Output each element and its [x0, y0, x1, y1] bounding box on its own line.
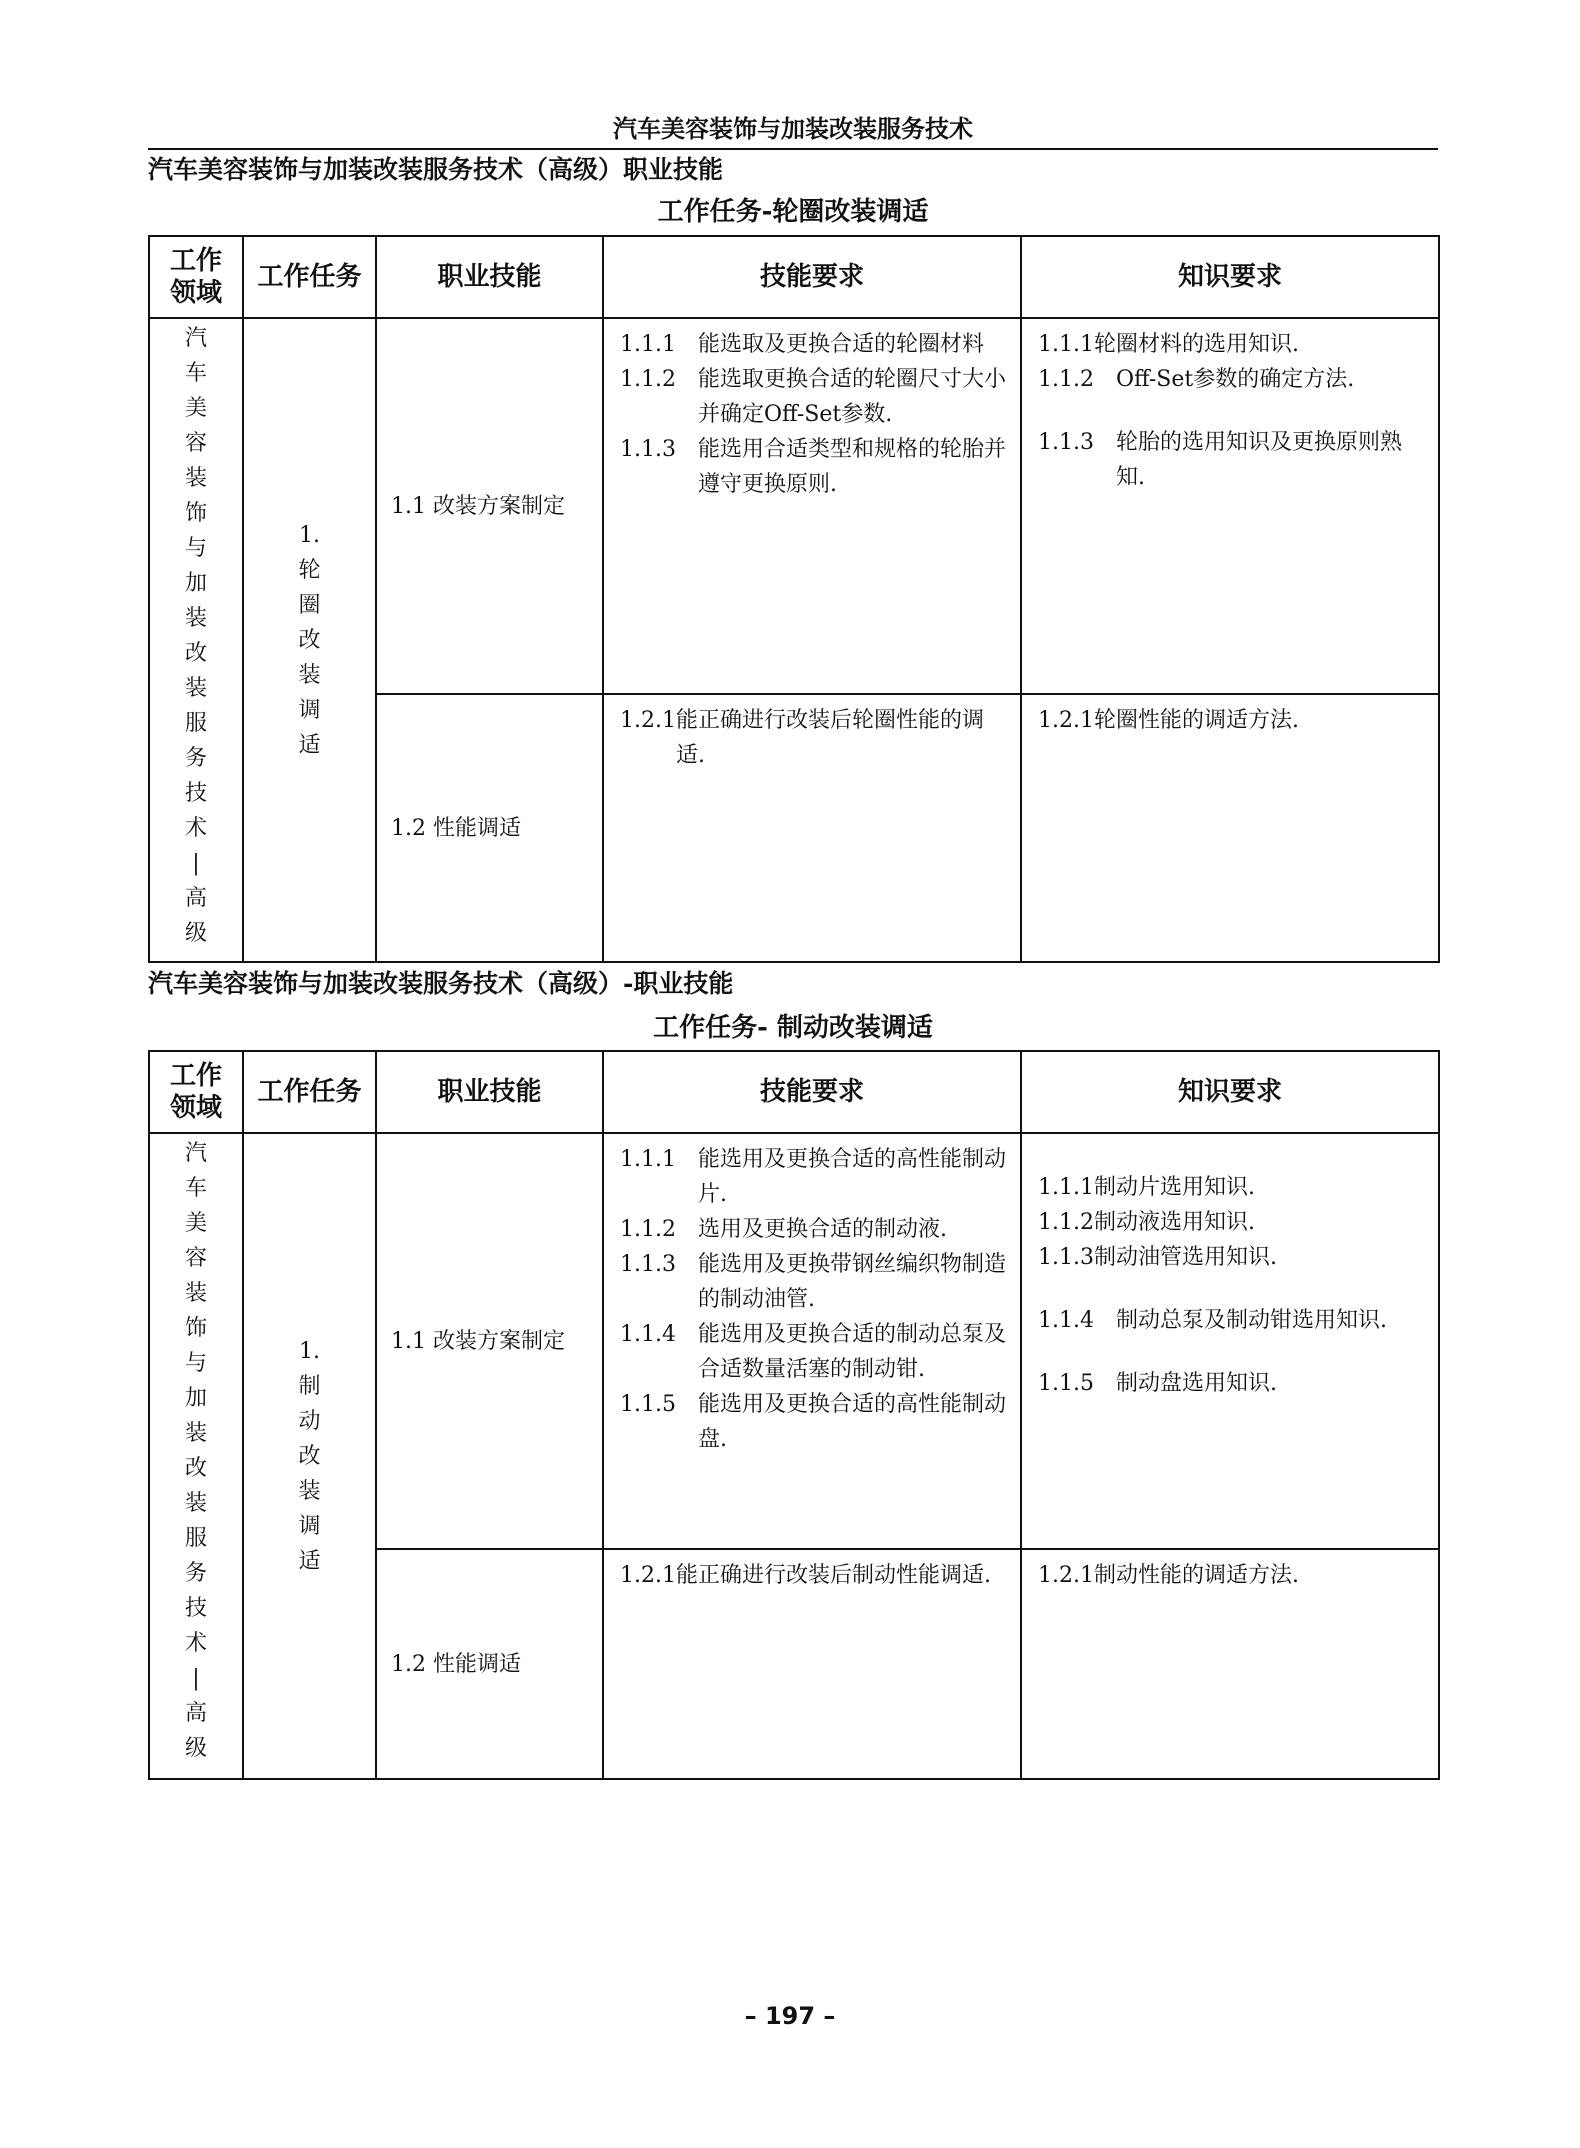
- item-text: 制动片选用知识.: [1093, 1175, 1255, 1200]
- list-item: [1038, 327, 1428, 362]
- skill-req-cell: [603, 694, 1021, 962]
- list-item: [620, 432, 1010, 502]
- item-number: 1.1.2: [1038, 1210, 1094, 1235]
- knowledge-req-cell: [1021, 1133, 1439, 1549]
- vertical-char: 美: [184, 396, 207, 421]
- vertical-char: 装: [184, 1491, 207, 1516]
- vertical-char: 改: [298, 627, 321, 653]
- knowledge-req-cell: [1021, 694, 1439, 962]
- item-number: 1.2.1: [1038, 1563, 1094, 1588]
- spacer: [1038, 1142, 1428, 1170]
- vertical-char: 装: [184, 676, 207, 701]
- item-number: 1.1.1: [620, 1147, 698, 1172]
- vertical-char: 饰: [184, 501, 207, 526]
- vertical-char: 动: [298, 1408, 321, 1434]
- item-number: 1.1.3: [1038, 430, 1116, 455]
- spacer: [1038, 1338, 1428, 1366]
- skill-cell: 1.2 性能调适: [376, 694, 603, 962]
- vertical-char: 务: [184, 746, 207, 771]
- vertical-char: 适: [298, 732, 321, 758]
- list-item: [620, 1558, 1010, 1593]
- skills-table-1: [148, 235, 1440, 963]
- task-cell: [243, 318, 376, 962]
- vertical-char: 加: [184, 571, 207, 596]
- vertical-char: 汽: [184, 1141, 207, 1166]
- header-skill: 职业技能: [376, 1051, 603, 1133]
- vertical-char: 调: [298, 697, 321, 723]
- item-text: 选用及更换合适的制动液.: [697, 1217, 947, 1242]
- header-rule: [148, 148, 1438, 150]
- list-item: [620, 1387, 1010, 1457]
- table-row: [149, 318, 1439, 694]
- item-text: 能选取及更换合适的轮圈材料: [697, 332, 984, 357]
- list-item: [1038, 703, 1428, 738]
- list-item: [1038, 1303, 1428, 1338]
- header-task: 工作任务: [243, 236, 376, 318]
- item-number: 1.1.2: [620, 1217, 698, 1242]
- item-text: 能选取更换合适的轮圈尺寸大小并确定Off-Set参数.: [697, 367, 1006, 427]
- vertical-char: 调: [298, 1513, 321, 1539]
- knowledge-req-cell: [1021, 1549, 1439, 1779]
- item-text: 能正确进行改装后制动性能调适.: [675, 1563, 991, 1588]
- item-text: 制动油管选用知识.: [1093, 1245, 1277, 1270]
- spacer: [1038, 397, 1428, 425]
- item-number: 1.1.5: [620, 1392, 698, 1417]
- list-item: [1038, 362, 1428, 397]
- knowledge-req-cell: [1021, 318, 1439, 694]
- item-text: 能选用及更换合适的高性能制动片.: [697, 1147, 1006, 1207]
- list-item: [1038, 425, 1428, 495]
- skill-cell: 1.1 改装方案制定: [376, 318, 603, 694]
- skill-cell: 1.2 性能调适: [376, 1549, 603, 1779]
- item-number: 1.2.1: [1038, 708, 1094, 733]
- item-number: 1.1.1: [620, 332, 698, 357]
- vertical-char: 1.: [299, 1338, 320, 1364]
- vertical-char: 装: [184, 1281, 207, 1306]
- item-number: 1.1.3: [620, 1252, 698, 1277]
- page-number: – 197 –: [744, 2002, 836, 2030]
- table-header-row: [149, 1051, 1439, 1133]
- running-header: 汽车美容装饰与加装改装服务技术: [613, 114, 973, 143]
- vertical-char: 术: [184, 1631, 207, 1656]
- vertical-char: 技: [184, 781, 207, 806]
- list-item: [620, 1142, 1010, 1212]
- list-item: [1038, 1366, 1428, 1401]
- vertical-char: 装: [298, 662, 321, 688]
- header-skill-req: 技能要求: [603, 236, 1021, 318]
- item-text: 制动总泵及制动钳选用知识.: [1115, 1308, 1387, 1333]
- item-number: 1.1.1: [1038, 1175, 1094, 1200]
- vertical-char: 术: [184, 816, 207, 841]
- list-item: [1038, 1558, 1428, 1593]
- vertical-char: 高: [184, 886, 207, 911]
- item-text: 能选用及更换合适的高性能制动盘.: [697, 1392, 1006, 1452]
- skill-cell: 1.1 改装方案制定: [376, 1133, 603, 1549]
- section2-title: 汽车美容装饰与加装改装服务技术（高级）-职业技能: [148, 969, 734, 998]
- vertical-char: 级: [184, 1736, 207, 1761]
- item-text: 制动液选用知识.: [1093, 1210, 1255, 1235]
- item-text: 能选用及更换带钢丝编织物制造的制动油管.: [697, 1252, 1006, 1312]
- skill-req-cell: [603, 318, 1021, 694]
- skills-table-2: [148, 1050, 1440, 1780]
- section2-subtitle: 工作任务- 制动改装调适: [653, 1013, 933, 1043]
- header-domain: 工作 领域: [149, 1051, 243, 1133]
- vertical-char: 装: [184, 466, 207, 491]
- vertical-char: 务: [184, 1561, 207, 1586]
- section1-title: 汽车美容装饰与加装改装服务技术（高级）职业技能: [148, 155, 724, 184]
- table-row: [149, 1133, 1439, 1549]
- vertical-char: 改: [184, 1456, 207, 1481]
- list-item: [1038, 1170, 1428, 1205]
- vertical-char: 容: [184, 1246, 207, 1271]
- item-text: 制动性能的调适方法.: [1093, 1563, 1299, 1588]
- list-item: [620, 327, 1010, 362]
- item-text: 轮圈性能的调适方法.: [1093, 708, 1299, 733]
- vertical-char: 改: [184, 641, 207, 666]
- domain-cell: [149, 318, 243, 962]
- list-item: [620, 1317, 1010, 1387]
- vertical-char: 汽: [184, 326, 207, 351]
- vertical-char: 圈: [298, 592, 321, 618]
- vertical-char: 服: [184, 1526, 207, 1551]
- item-text: 能正确进行改装后轮圈性能的调适.: [675, 708, 984, 768]
- header-skill-req: 技能要求: [603, 1051, 1021, 1133]
- item-number: 1.1.3: [1038, 1245, 1094, 1270]
- vertical-char: 与: [184, 536, 207, 561]
- header-knowledge-req: 知识要求: [1021, 236, 1439, 318]
- vertical-char: 改: [298, 1443, 321, 1469]
- header-domain: 工作 领域: [149, 236, 243, 318]
- vertical-char: 装: [298, 1478, 321, 1504]
- header-skill: 职业技能: [376, 236, 603, 318]
- item-text: 能选用及更换合适的制动总泵及合适数量活塞的制动钳.: [697, 1322, 1006, 1382]
- skill-req-cell: [603, 1549, 1021, 1779]
- item-text: 制动盘选用知识.: [1115, 1371, 1277, 1396]
- section1-subtitle: 工作任务-轮圈改装调适: [657, 197, 929, 227]
- vertical-char: 级: [184, 921, 207, 946]
- list-item: [620, 703, 1010, 773]
- vertical-char: 美: [184, 1211, 207, 1236]
- vertical-char: 与: [184, 1351, 207, 1376]
- vertical-char: 加: [184, 1386, 207, 1411]
- vertical-char: 适: [298, 1548, 321, 1574]
- task-cell: [243, 1133, 376, 1779]
- vertical-char: 装: [184, 1421, 207, 1446]
- vertical-char: 技: [184, 1596, 207, 1621]
- vertical-char: 服: [184, 711, 207, 736]
- list-item: [1038, 1205, 1428, 1240]
- list-item: [620, 1212, 1010, 1247]
- item-number: 1.1.5: [1038, 1371, 1116, 1396]
- vertical-char: |: [192, 1666, 200, 1691]
- header-task: 工作任务: [243, 1051, 376, 1133]
- skill-req-cell: [603, 1133, 1021, 1549]
- vertical-char: 车: [184, 361, 207, 386]
- spacer: [1038, 1275, 1428, 1303]
- item-number: 1.1.2: [620, 367, 698, 392]
- vertical-char: 装: [184, 606, 207, 631]
- vertical-char: 高: [184, 1701, 207, 1726]
- item-text: 能选用合适类型和规格的轮胎并遵守更换原则.: [697, 437, 1006, 497]
- item-number: 1.1.4: [1038, 1308, 1116, 1333]
- item-number: 1.1.1: [1038, 332, 1094, 357]
- vertical-char: 饰: [184, 1316, 207, 1341]
- item-number: 1.2.1: [620, 1563, 676, 1588]
- list-item: [620, 362, 1010, 432]
- vertical-char: 1.: [299, 522, 320, 548]
- item-text: 轮圈材料的选用知识.: [1093, 332, 1299, 357]
- item-text: Off-Set参数的确定方法.: [1115, 367, 1355, 392]
- vertical-char: 容: [184, 431, 207, 456]
- item-text: 轮胎的选用知识及更换原则熟知.: [1115, 430, 1402, 490]
- list-item: [620, 1247, 1010, 1317]
- table-header-row: [149, 236, 1439, 318]
- vertical-char: 轮: [298, 557, 321, 583]
- header-knowledge-req: 知识要求: [1021, 1051, 1439, 1133]
- vertical-char: 制: [298, 1373, 321, 1399]
- vertical-char: 车: [184, 1176, 207, 1201]
- vertical-char: |: [192, 851, 200, 876]
- domain-cell: [149, 1133, 243, 1779]
- item-number: 1.2.1: [620, 708, 676, 733]
- item-number: 1.1.2: [1038, 367, 1116, 392]
- list-item: [1038, 1240, 1428, 1275]
- item-number: 1.1.4: [620, 1322, 698, 1347]
- item-number: 1.1.3: [620, 437, 698, 462]
